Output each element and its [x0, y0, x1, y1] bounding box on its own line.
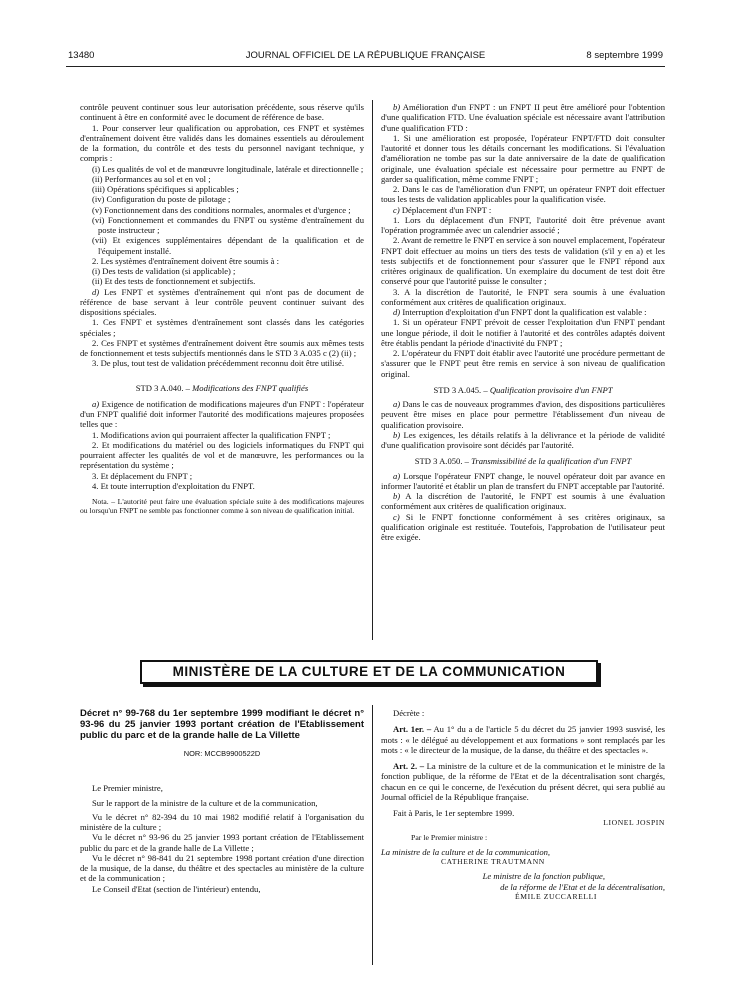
list-item: 4. Et toute interruption d'exploitation du FNPT.: [92, 480, 255, 491]
item-label: d): [92, 286, 100, 297]
paragraph: 2. Dans le cas de l'amélioration d'un FNPT, un opérateur FNPT doit effectuer tous les tests de validation applicables pour la qualification visée.: [381, 184, 665, 205]
paragraph: a) Exigence de notification de modifications majeures d'un FNPT : l'opérateur d'un FNPT qualifié doit informer l'autorité des modifications majeures proposées telles que :: [80, 398, 364, 430]
paragraph: 1. Ces FNPT et systèmes d'entraînement sont classés dans les catégories spéciales ;: [80, 317, 364, 338]
item-label: b): [393, 102, 401, 112]
article-1: Art. 1er. – Au 1° du a de l'article 5 du décret du 25 janvier 1993 susvisé, les mots : « le délégué au développement et aux formations » sont remplacés par les mots : « le directeur de la musique, de la danse, du théâtre et des spectacles ».: [381, 724, 665, 755]
list-item: (vi) Fonctionnement et commandes du FNPT ou système d'entraînement du poste instructeur ;: [92, 214, 364, 235]
list-item: 3. Et déplacement du FNPT ;: [92, 470, 193, 481]
paragraph: b) Amélioration d'un FNPT : un FNPT II peut être amélioré pour l'obtention d'une qualification FTD. Une évaluation spéciale est nécessaire avant l'attribution d'une qualification FTD :: [381, 102, 665, 133]
paragraph: 2. L'opérateur du FNPT doit établir avec l'autorité une procédure permettant de s'assurer que le FNPT peut être remis en service à son niveau de qualification original.: [381, 348, 665, 379]
decrete-heading: Décrète :: [393, 708, 425, 718]
item-label: a): [393, 399, 401, 409]
list-item: (ii) Et des tests de fonctionnement et subjectifs.: [92, 276, 256, 287]
left-column: [80, 102, 364, 515]
article-label: Art. 1er. –: [393, 724, 432, 735]
right-column: [381, 102, 665, 542]
item-label: b): [393, 429, 401, 440]
paragraph: a) Lorsque l'opérateur FNPT change, le nouvel opérateur doit par avance en informer l'autorité et établir un plan de transfert du FNPT acceptable par l'autorité.: [381, 470, 665, 491]
visa: Vu le décret n° 98-841 du 21 septembre 1998 portant création d'une direction de la musique, de la danse, du théâtre et des spectacles au ministère de la culture et de la communication ;: [80, 852, 364, 884]
paragraph: a) Dans le cas de nouveaux programmes d'avion, des dispositions particulières peuvent être mises en place pour permettre l'établissement d'un niveau de qualification provisoire.: [381, 399, 665, 430]
paragraph: contrôle peuvent continuer sous leur autorisation précédente, sous réserve qu'ils continuent à être en conformité avec le document de référence de base.: [80, 102, 364, 123]
paragraph: b) A la discrétion de l'autorité, le FNPT est soumis à une évaluation conformément aux critères de qualification originaux.: [381, 491, 665, 512]
column-divider: [372, 705, 373, 965]
item-label: b): [393, 491, 401, 501]
nor-reference: NOR: MCCB9900522D: [183, 749, 261, 758]
prime-minister-signature: LIONEL JOSPIN: [603, 818, 665, 828]
date-place: Fait à Paris, le 1er septembre 1999.: [393, 808, 515, 818]
list-item: (v) Fonctionnement dans des conditions normales, anormales et d'urgence ;: [92, 204, 351, 215]
note: Nota. – L'autorité peut faire une évaluation spéciale suite à des modifications majeures ou lorsqu'un FNPT ne semble pas fonctionner comme à son niveau de qualification initial.: [80, 497, 364, 515]
minister-signature: ÉMILE ZUCCARELLI: [515, 891, 597, 901]
list-item: (vii) Et exigences supplémentaires dépendant de la qualification et de l'équipement installé.: [92, 235, 364, 256]
paragraph: d) Interruption d'exploitation d'un FNPT dont la qualification est valable :: [393, 307, 647, 317]
item-label: c): [393, 204, 400, 215]
section-heading: STD 3 A.050. – Transmissibilité de la qualification d'un FNPT: [414, 456, 632, 467]
paragraph: 3. De plus, tout test de validation précédemment reconnu doit être utilisé.: [92, 358, 345, 369]
column-divider: [372, 100, 373, 640]
item-label: a): [393, 470, 401, 481]
paragraph: 2. Les systèmes d'entraînement doivent être soumis à :: [92, 255, 279, 266]
header-rule: [66, 66, 665, 67]
article-2: Art. 2. – La ministre de la culture et de la communication et le ministre de la fonction publique, de la réforme de l'Etat et de la décentralisation sont chargés, chacun en ce qui le concerne, de l'exécution du présent décret, qui sera publié au Journal officiel de la République française.: [381, 761, 665, 802]
article-label: Art. 2. –: [393, 761, 425, 771]
issue-date: 8 septembre 1999: [586, 50, 663, 61]
list-item: 1. Modifications avion qui pourraient affecter la qualification FNPT ;: [92, 429, 331, 440]
paragraph: 1. Si un opérateur FNPT prévoit de cesser l'exploitation d'un FNPT pendant une longue période, il doit le notifier à l'autorité et des contrôles adaptés doivent être établis pendant la période d'inactivité du FNPT ;: [381, 317, 665, 348]
page-number: 13480: [68, 50, 95, 61]
visa: Le Conseil d'Etat (section de l'intérieur) entendu,: [92, 883, 261, 894]
paragraph: 2. Ces FNPT et systèmes d'entraînement doivent être soumis aux mêmes tests de fonctionnement et tests subjectifs mentionnés dans le STD 3 A.035 c (2) (ii) ;: [80, 337, 364, 358]
paragraph: 2. Avant de remettre le FNPT en service à son nouvel emplacement, l'opérateur FNPT doit effectuer au moins un tiers des tests de validation (s'il y en a) et les tests subjectifs et de fonctionnement pour s'assurer que le FNPT répond aux critères originaux de qualification. Un exemplaire du document de test doit être conservé pour que l'autorité puisse le consulter ;: [381, 235, 665, 287]
visa: Vu le décret n° 82-394 du 10 mai 1982 modifié relatif à l'organisation du ministère de la culture ;: [80, 811, 364, 832]
list-item: (i) Des tests de validation (si applicable) ;: [92, 266, 236, 276]
paragraph: 1. Si une amélioration est proposée, l'opérateur FNPT/FTD doit consulter l'autorité et donner tous les détails concernant les modifications. Si l'évaluation d'amélioration ne tombe pas sur la date anniversaire de la date de qualification originale, une évaluation spéciale est nécessaire pour permettre au FNPT de garder sa qualification, même comme FNPT ;: [381, 132, 665, 184]
minister-title: Le ministre de la fonction publique,: [482, 871, 605, 882]
by-prime-minister: Par le Premier ministre :: [411, 832, 488, 842]
decree-left-column: [80, 708, 364, 894]
minister-title: de la réforme de l'Etat et de la décentralisation,: [500, 881, 665, 892]
page-header: [68, 50, 663, 64]
paragraph: c) Déplacement d'un FNPT :: [393, 204, 492, 215]
paragraph: 3. A la discrétion de l'autorité, le FNPT sera soumis à une évaluation conformément aux critères de qualification originaux.: [381, 286, 665, 307]
section-heading: STD 3 A.045. – Qualification provisoire d'un FNPT: [433, 384, 613, 395]
ministry-banner: MINISTÈRE DE LA CULTURE ET DE LA COMMUNICATION: [140, 660, 598, 684]
visa: Sur le rapport de la ministre de la culture et de la communication,: [92, 797, 318, 808]
list-item: (i) Les qualités de vol et de manœuvre longitudinale, latérale et directionnelle ;: [92, 163, 364, 174]
decree-intro: Le Premier ministre,: [92, 783, 163, 794]
visa: Vu le décret n° 93-96 du 25 janvier 1993 portant création de l'Etablissement public du parc et de la grande halle de La Villette ;: [80, 832, 364, 853]
item-label: d): [393, 307, 401, 317]
minister-signature: CATHERINE TRAUTMANN: [441, 857, 545, 866]
paragraph: 1. Lors du déplacement d'un FNPT, l'autorité doit être prévenue avant l'opération programmée avec un calendrier associé ;: [381, 214, 665, 235]
item-label: a): [92, 398, 100, 409]
minister-title: La ministre de la culture et de la communication,: [381, 846, 551, 857]
paragraph: d) Les FNPT et systèmes d'entraînement qui n'ont pas de document de référence de base servant à leur contrôle peuvent continuer suivant des dispositions spéciales.: [80, 286, 364, 317]
decree-title: Décret n° 99-768 du 1er septembre 1999 modifiant le décret n° 93-96 du 25 janvier 1993 portant création de l'Etablissement public du parc et de la grande halle de La Villette: [80, 708, 364, 741]
list-item: (iv) Configuration du poste de pilotage ;: [92, 194, 231, 205]
list-item: (ii) Performances au sol et en vol ;: [92, 173, 211, 184]
list-item: (iii) Opérations spécifiques si applicables ;: [92, 184, 239, 194]
section-heading: STD 3 A.040. – Modifications des FNPT qualifiés: [135, 382, 309, 393]
list-item: 2. Et modifications du matériel ou des logiciels informatiques du FNPT qui pourraient affecter les qualités de vol et de manœuvre, les performances ou la représentation du système ;: [80, 439, 364, 471]
item-label: c): [393, 511, 400, 522]
paragraph: 1. Pour conserver leur qualification ou approbation, ces FNPT et systèmes d'entraînement doivent être validés dans les domaines essentiels au déroulement de la formation, du contrôle et des tests du personnel navigant technique, y compris :: [80, 122, 364, 164]
journal-title: JOURNAL OFFICIEL DE LA RÉPUBLIQUE FRANÇAISE: [245, 50, 486, 61]
paragraph: b) Les exigences, les détails relatifs à la délivrance et la période de validité d'une qualification provisoire sont décidés par l'autorité.: [381, 429, 665, 450]
paragraph: c) Si le FNPT fonctionne conformément à ses critères originaux, sa qualification originale est restituée. Toutefois, l'approbation de l'utilisateur peut être exigée.: [381, 511, 665, 542]
decree-right-column: [381, 708, 665, 902]
